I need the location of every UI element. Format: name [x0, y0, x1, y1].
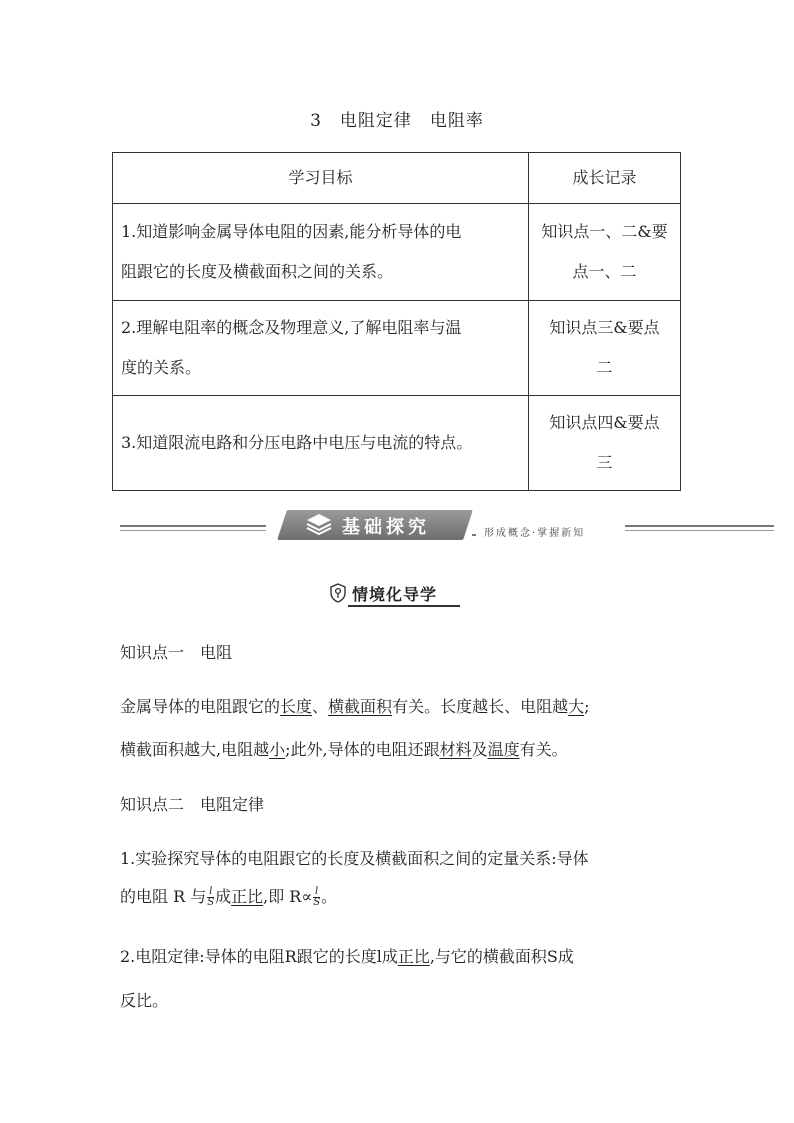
- fraction-l-over-s: [313, 887, 320, 908]
- text: 。: [321, 887, 338, 906]
- subsection-underline: [348, 605, 460, 607]
- fill-blank: 材料: [439, 740, 472, 759]
- banner-rule-right-thin: [625, 530, 774, 531]
- text: 2.电阻定律:导体的电阻R跟它的长度l成: [120, 947, 398, 966]
- paragraph-3: 1.实验探究导体的电阻跟它的长度及横截面积之间的定量关系:导体: [120, 849, 589, 868]
- paragraph-6: 反比。: [120, 991, 169, 1010]
- header-record: 成长记录: [529, 153, 681, 204]
- fill-blank: 横截面积: [328, 697, 393, 716]
- table-row: [113, 301, 681, 396]
- record-line: 知识点三&要点: [549, 318, 660, 337]
- layers-icon: [306, 513, 332, 537]
- learning-goals-table: [112, 152, 681, 491]
- title-part-2: 电阻率: [429, 111, 484, 131]
- text: ;: [584, 697, 590, 716]
- fraction-denominator: S: [207, 897, 215, 908]
- text: 及: [471, 740, 488, 759]
- text: 、: [312, 697, 329, 716]
- fill-blank: 小: [269, 740, 286, 759]
- table-row: [113, 396, 681, 491]
- record-line: 二: [596, 358, 613, 377]
- fill-blank: 正比: [231, 887, 264, 906]
- goal-cell: [113, 204, 529, 301]
- record-cell: [529, 301, 681, 396]
- text: 有关。: [519, 740, 568, 759]
- paragraph-1: [120, 694, 589, 717]
- text: 成: [215, 887, 232, 906]
- fraction-l-over-s: [207, 887, 214, 908]
- record-cell: [529, 396, 681, 491]
- goal-line: 1.知道影响金属导体电阻的因素,能分析导体的电: [121, 222, 462, 241]
- goal-line: 度的关系。: [121, 358, 202, 377]
- banner-rule-left: [120, 525, 266, 527]
- paragraph-2: [120, 737, 568, 760]
- subsection-title: 情境化导学: [352, 585, 438, 604]
- banner-rule-left-thin: [120, 530, 266, 531]
- record-cell: [529, 204, 681, 301]
- record-line: 知识点一、二&要: [541, 222, 668, 241]
- paragraph-4: [120, 884, 337, 908]
- banner-title: 基础探究: [342, 517, 430, 538]
- fill-blank: 大: [568, 697, 585, 716]
- banner-rule-right: [625, 525, 774, 527]
- table-row: [113, 204, 681, 301]
- banner-dash: [472, 534, 476, 536]
- text: 有关。长度越长、电阻越: [392, 697, 569, 716]
- title-part-1: 电阻定律: [339, 111, 412, 131]
- section-banner: [120, 508, 774, 544]
- section-number: 3: [310, 111, 322, 131]
- goal-line: 阻跟它的长度及横截面积之间的关系。: [121, 262, 394, 281]
- page-title: [0, 106, 794, 131]
- record-line: 三: [596, 453, 613, 472]
- fraction-numerator: l: [315, 886, 319, 897]
- paragraph-5: [120, 944, 574, 967]
- text: 金属导体的电阻跟它的: [120, 697, 281, 716]
- text: ,即 R∝: [263, 887, 313, 906]
- text: ,与它的横截面积S成: [429, 947, 574, 966]
- shield-key-icon: [330, 583, 346, 603]
- text: ;此外,导体的电阻还跟: [285, 740, 440, 759]
- text: 的电阻 R 与: [120, 887, 207, 906]
- goal-line: 3.知道限流电路和分压电路中电压与电流的特点。: [121, 433, 473, 452]
- goal-line: 2.理解电阻率的概念及物理意义,了解电阻率与温: [121, 318, 462, 337]
- text: 横截面积越大,电阻越: [120, 740, 270, 759]
- banner-subtitle: 形成概念·掌握新知: [484, 528, 586, 539]
- fill-blank: 长度: [280, 697, 313, 716]
- goal-cell: [113, 301, 529, 396]
- goal-cell: [113, 396, 529, 491]
- knowledge-point-1-heading: 知识点一 电阻: [120, 643, 233, 662]
- header-goals: 学习目标: [113, 153, 529, 204]
- fraction-denominator: S: [313, 897, 321, 908]
- record-line: 知识点四&要点: [549, 413, 660, 432]
- fraction-numerator: l: [209, 886, 213, 897]
- fill-blank: 正比: [397, 947, 430, 966]
- knowledge-point-2-heading: 知识点二 电阻定律: [120, 795, 265, 814]
- record-line: 点一、二: [572, 262, 637, 281]
- fill-blank: 温度: [487, 740, 520, 759]
